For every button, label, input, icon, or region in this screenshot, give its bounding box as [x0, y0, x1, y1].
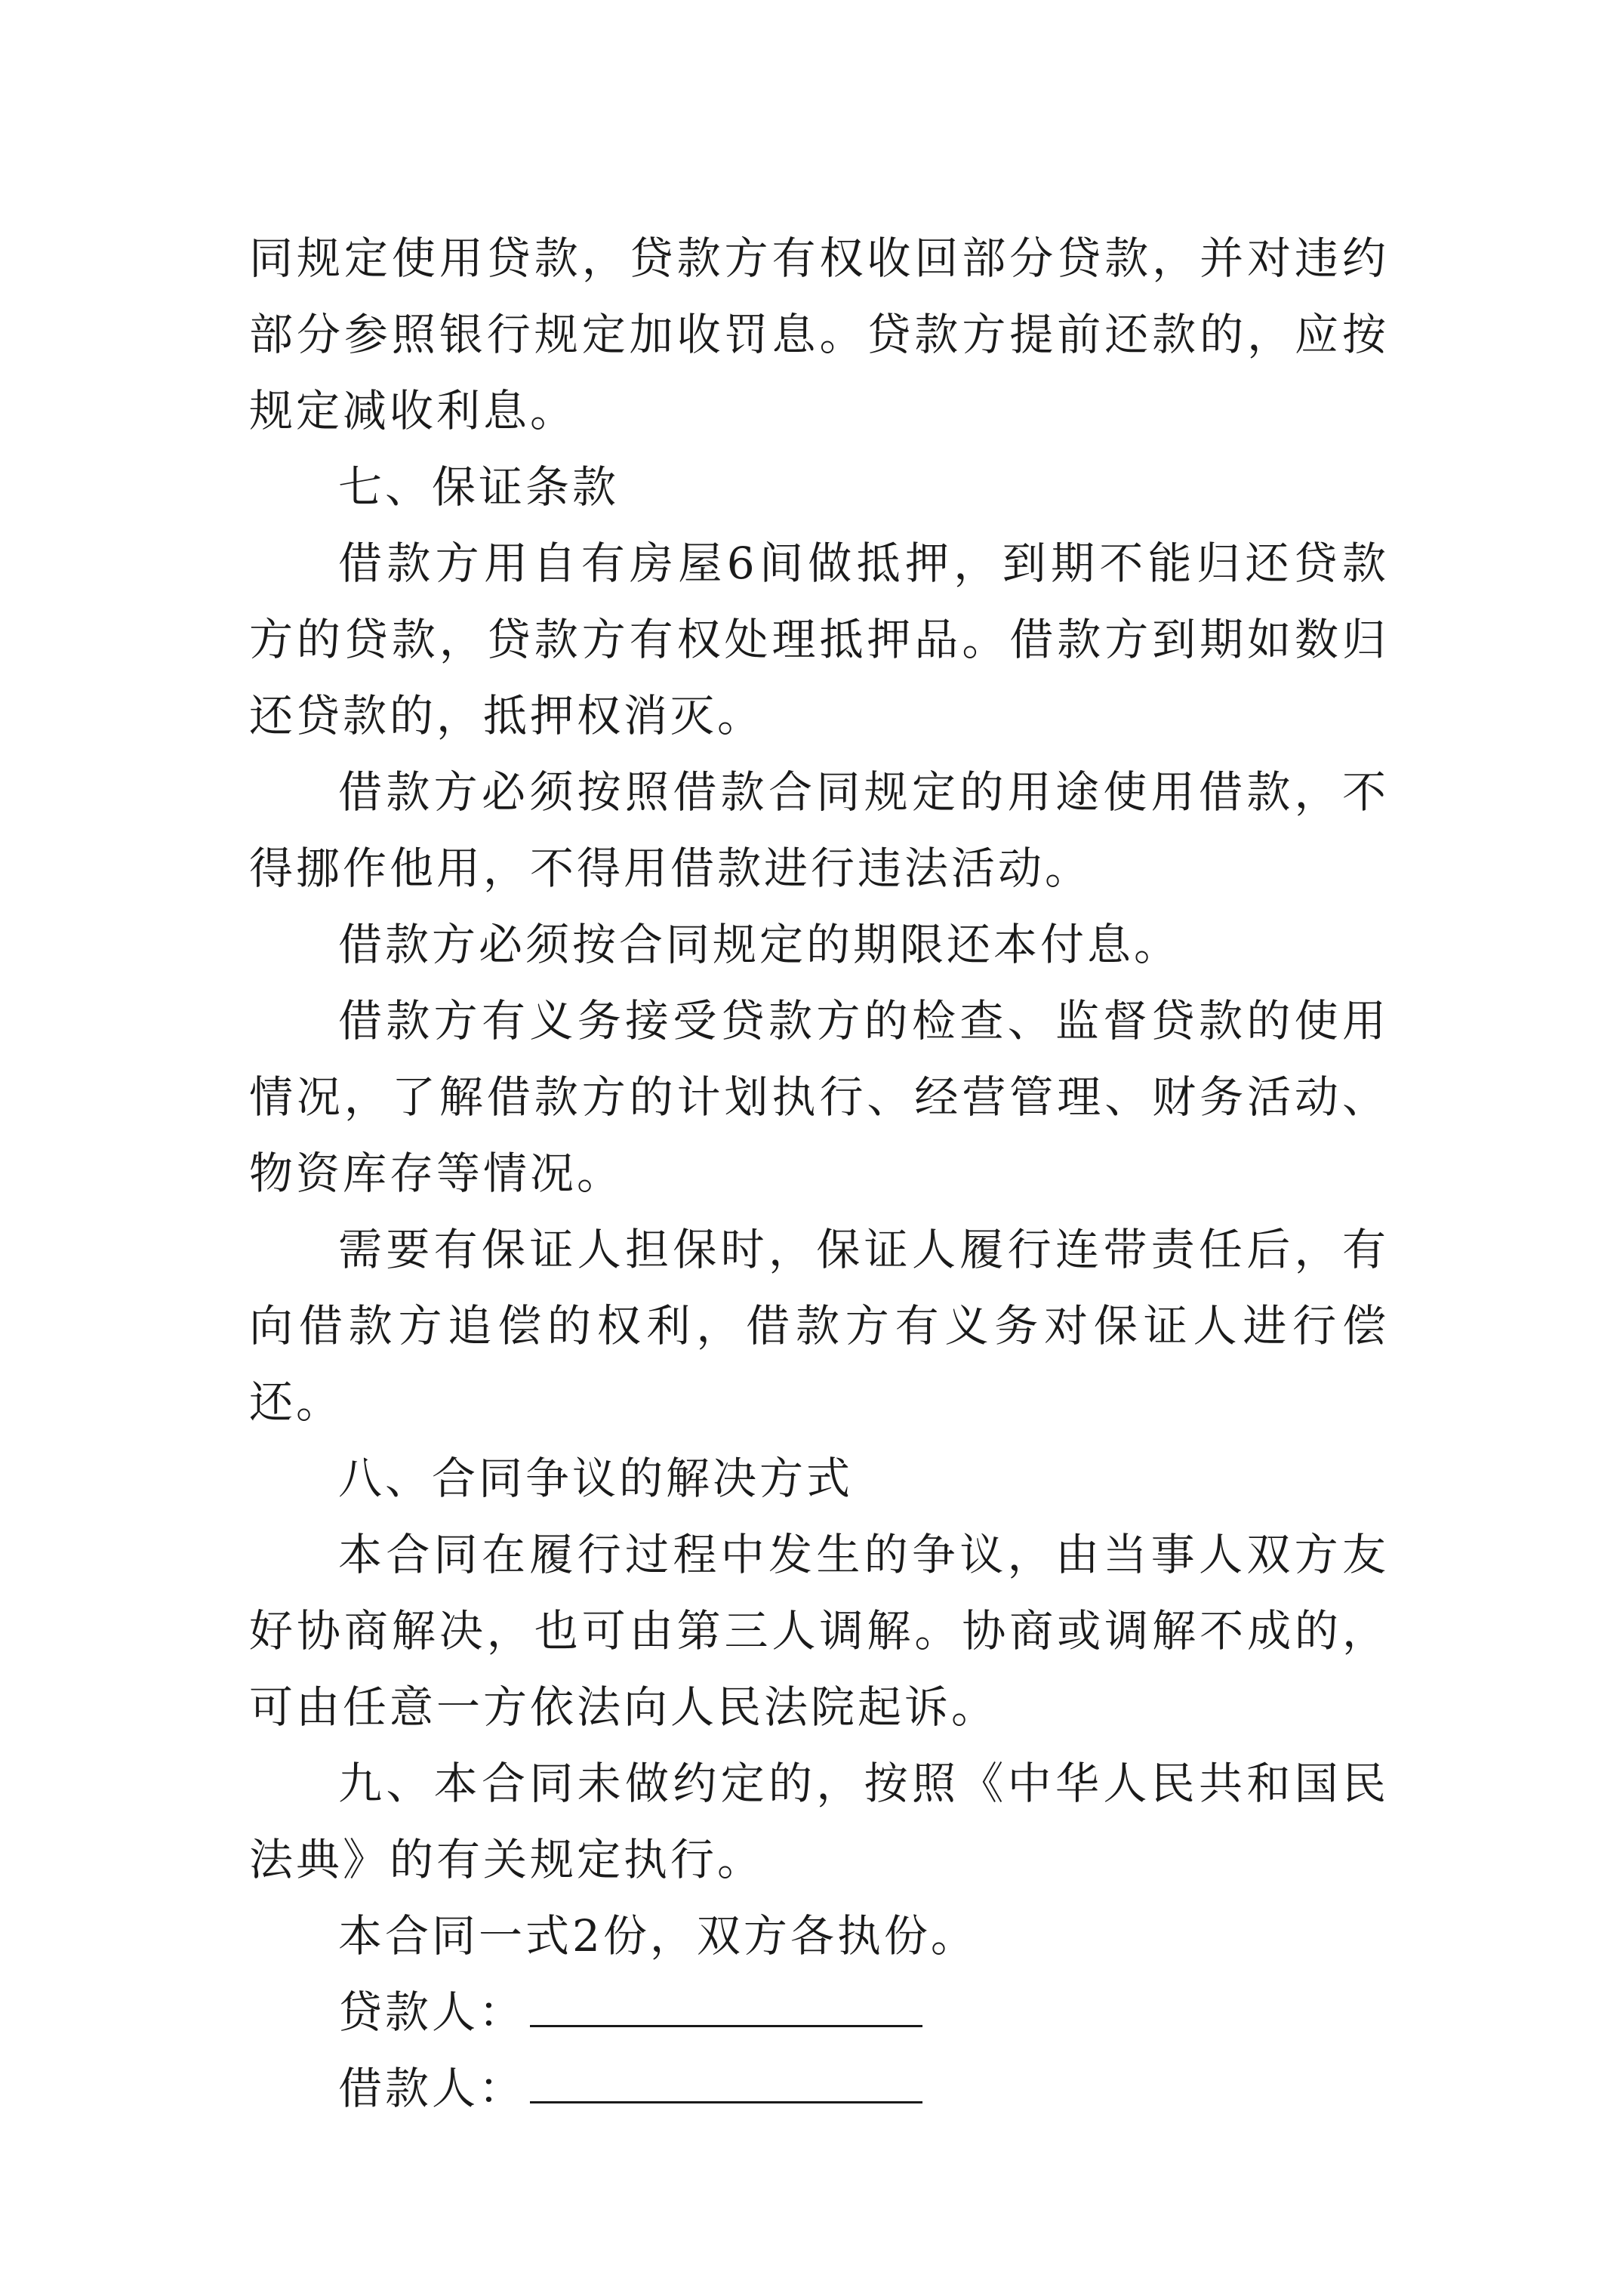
paragraph-continuation: 同规定使用贷款，贷款方有权收回部分贷款，并对违约部分参照银行规定加收罚息。贷款方提前还款的，应按规定减收利息。	[249, 233, 1389, 436]
borrower-signature-field[interactable]	[530, 2056, 922, 2103]
paragraph-dispute-resolution: 本合同在履行过程中发生的争议，由当事人双方友好协商解决，也可由第三人调解。协商或调解不成的，可由任意一方依法向人民法院起诉。	[249, 1529, 1389, 1733]
paragraph-copies: 本合同一式2份，双方各执份。	[338, 1910, 978, 1962]
paragraph-civil-code: 九、本合同未做约定的，按照《中华人民共和国民法典》的有关规定执行。	[249, 1758, 1389, 1885]
borrower-label: 借款人：	[338, 2063, 526, 2114]
paragraph-repayment: 借款方必须按合同规定的期限还本付息。	[338, 919, 1181, 970]
contract-body	[249, 220, 1389, 2127]
borrower-signature-line	[249, 2051, 1389, 2127]
lender-signature-line	[249, 1974, 1389, 2051]
paragraph-mortgage: 借款方用自有房屋6间做抵押，到期不能归还贷款方的贷款，贷款方有权处理抵押品。借款方到期如数归还贷款的，抵押权消灭。	[249, 538, 1389, 741]
section-heading-guarantee: 七、保证条款	[338, 461, 620, 513]
paragraph-loan-usage: 借款方必须按照借款合同规定的用途使用借款，不得挪作他用，不得用借款进行违法活动。	[249, 766, 1389, 894]
lender-label: 贷款人：	[338, 1986, 526, 2038]
lender-signature-field[interactable]	[530, 1980, 922, 2027]
paragraph-guarantor: 需要有保证人担保时，保证人履行连带责任后，有向借款方追偿的权利，借款方有义务对保证人进行偿还。	[249, 1224, 1389, 1428]
paragraph-inspection: 借款方有义务接受贷款方的检查、监督贷款的使用情况，了解借款方的计划执行、经营管理、财务活动、物资库存等情况。	[249, 995, 1389, 1199]
section-heading-dispute: 八、合同争议的解决方式	[338, 1453, 854, 1504]
